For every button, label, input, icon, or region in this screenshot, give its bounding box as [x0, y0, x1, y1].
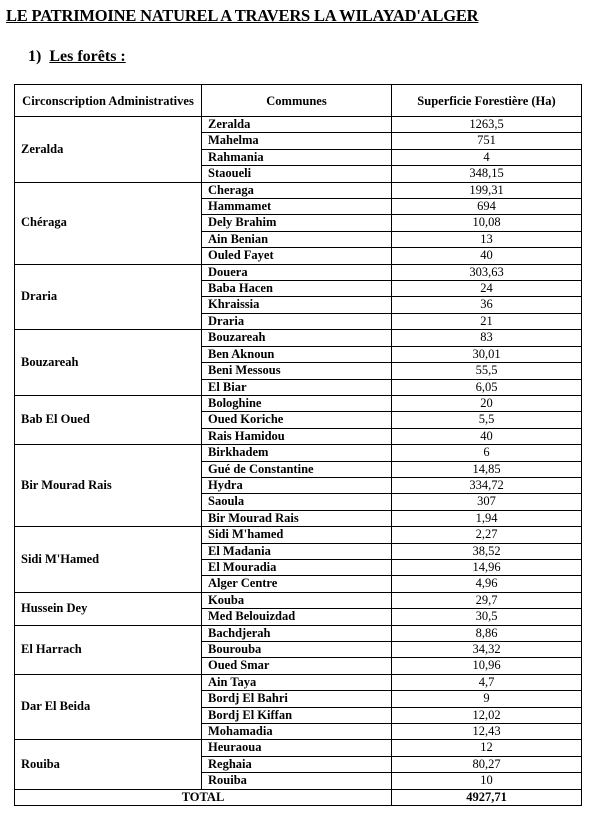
commune-cell: Ouled Fayet: [202, 248, 392, 264]
commune-cell: Zeralda: [202, 117, 392, 133]
table-row: [15, 592, 582, 608]
superficie-cell: 14,85: [392, 461, 582, 477]
commune-cell: Med Belouizdad: [202, 609, 392, 625]
superficie-cell: 6,05: [392, 379, 582, 395]
commune-cell: Oued Smar: [202, 658, 392, 674]
header-circonscription: Circonscription Administratives: [15, 85, 202, 117]
table-row: [15, 330, 582, 346]
superficie-cell: 8,86: [392, 625, 582, 641]
superficie-cell: 4: [392, 149, 582, 165]
commune-cell: Staoueli: [202, 166, 392, 182]
superficie-cell: 13: [392, 231, 582, 247]
superficie-cell: 1,94: [392, 510, 582, 526]
commune-cell: Alger Centre: [202, 576, 392, 592]
superficie-cell: 38,52: [392, 543, 582, 559]
circonscription-cell: Dar El Beida: [15, 674, 202, 740]
commune-cell: Oued Koriche: [202, 412, 392, 428]
circonscription-cell: Hussein Dey: [15, 592, 202, 625]
commune-cell: Reghaia: [202, 756, 392, 772]
superficie-cell: 307: [392, 494, 582, 510]
superficie-cell: 5,5: [392, 412, 582, 428]
superficie-cell: 334,72: [392, 477, 582, 493]
commune-cell: Gué de Constantine: [202, 461, 392, 477]
superficie-cell: 303,63: [392, 264, 582, 280]
superficie-cell: 348,15: [392, 166, 582, 182]
superficie-cell: 34,32: [392, 642, 582, 658]
commune-cell: Rouiba: [202, 773, 392, 789]
superficie-cell: 4,96: [392, 576, 582, 592]
commune-cell: Ain Benian: [202, 231, 392, 247]
table-row: [15, 264, 582, 280]
table-row: [15, 182, 582, 198]
superficie-cell: 694: [392, 199, 582, 215]
circonscription-cell: Sidi M'Hamed: [15, 527, 202, 593]
superficie-cell: 10,96: [392, 658, 582, 674]
commune-cell: Heuraoua: [202, 740, 392, 756]
commune-cell: Dely Brahim: [202, 215, 392, 231]
superficie-cell: 83: [392, 330, 582, 346]
superficie-cell: 12: [392, 740, 582, 756]
commune-cell: Ben Aknoun: [202, 346, 392, 362]
circonscription-cell: Zeralda: [15, 117, 202, 183]
superficie-cell: 10,08: [392, 215, 582, 231]
commune-cell: El Mouradia: [202, 559, 392, 575]
table-header-row: [15, 85, 582, 117]
commune-cell: Birkhadem: [202, 445, 392, 461]
superficie-cell: 12,43: [392, 724, 582, 740]
commune-cell: Hydra: [202, 477, 392, 493]
table-row: [15, 674, 582, 690]
superficie-cell: 30,5: [392, 609, 582, 625]
commune-cell: Hammamet: [202, 199, 392, 215]
table-body: [15, 117, 582, 806]
superficie-cell: 24: [392, 281, 582, 297]
commune-cell: El Biar: [202, 379, 392, 395]
superficie-cell: 6: [392, 445, 582, 461]
commune-cell: Kouba: [202, 592, 392, 608]
superficie-cell: 751: [392, 133, 582, 149]
circonscription-cell: Bir Mourad Rais: [15, 445, 202, 527]
circonscription-cell: Rouiba: [15, 740, 202, 789]
commune-cell: Ain Taya: [202, 674, 392, 690]
superficie-cell: 40: [392, 428, 582, 444]
commune-cell: Beni Messous: [202, 363, 392, 379]
commune-cell: Bologhine: [202, 395, 392, 411]
section-label: Les forêts :: [49, 48, 126, 65]
superficie-cell: 20: [392, 395, 582, 411]
commune-cell: Bordj El Bahri: [202, 691, 392, 707]
commune-cell: Sidi M'hamed: [202, 527, 392, 543]
total-label: TOTAL: [15, 789, 392, 805]
total-value: 4927,71: [392, 789, 582, 805]
commune-cell: Bir Mourad Rais: [202, 510, 392, 526]
commune-cell: Bordj El Kiffan: [202, 707, 392, 723]
table-row: [15, 117, 582, 133]
table-row: [15, 740, 582, 756]
commune-cell: Baba Hacen: [202, 281, 392, 297]
header-communes: Communes: [202, 85, 392, 117]
commune-cell: Rahmania: [202, 149, 392, 165]
superficie-cell: 21: [392, 313, 582, 329]
header-superficie: Superficie Forestière (Ha): [392, 85, 582, 117]
commune-cell: Khraissia: [202, 297, 392, 313]
commune-cell: Draria: [202, 313, 392, 329]
circonscription-cell: El Harrach: [15, 625, 202, 674]
section-number: 1): [28, 48, 42, 65]
superficie-cell: 36: [392, 297, 582, 313]
commune-cell: Rais Hamidou: [202, 428, 392, 444]
commune-cell: Saoula: [202, 494, 392, 510]
total-row: [15, 789, 582, 805]
forest-area-table: [14, 84, 582, 806]
circonscription-cell: Bouzareah: [15, 330, 202, 396]
commune-cell: Bourouba: [202, 642, 392, 658]
superficie-cell: 2,27: [392, 527, 582, 543]
superficie-cell: 199,31: [392, 182, 582, 198]
superficie-cell: 29,7: [392, 592, 582, 608]
table-row: [15, 527, 582, 543]
superficie-cell: 30,01: [392, 346, 582, 362]
table-row: [15, 445, 582, 461]
commune-cell: Cheraga: [202, 182, 392, 198]
commune-cell: Mohamadia: [202, 724, 392, 740]
superficie-cell: 40: [392, 248, 582, 264]
superficie-cell: 4,7: [392, 674, 582, 690]
commune-cell: Bouzareah: [202, 330, 392, 346]
circonscription-cell: Bab El Oued: [15, 395, 202, 444]
commune-cell: Mahelma: [202, 133, 392, 149]
commune-cell: El Madania: [202, 543, 392, 559]
superficie-cell: 14,96: [392, 559, 582, 575]
superficie-cell: 12,02: [392, 707, 582, 723]
table-row: [15, 625, 582, 641]
superficie-cell: 10: [392, 773, 582, 789]
commune-cell: Douera: [202, 264, 392, 280]
superficie-cell: 55,5: [392, 363, 582, 379]
commune-cell: Bachdjerah: [202, 625, 392, 641]
superficie-cell: 1263,5: [392, 117, 582, 133]
superficie-cell: 9: [392, 691, 582, 707]
circonscription-cell: Draria: [15, 264, 202, 330]
superficie-cell: 80,27: [392, 756, 582, 772]
circonscription-cell: Chéraga: [15, 182, 202, 264]
document-title: LE PATRIMOINE NATUREL A TRAVERS LA WILAYAD'ALGER: [6, 6, 479, 25]
section-heading: [28, 48, 126, 66]
table-row: [15, 395, 582, 411]
